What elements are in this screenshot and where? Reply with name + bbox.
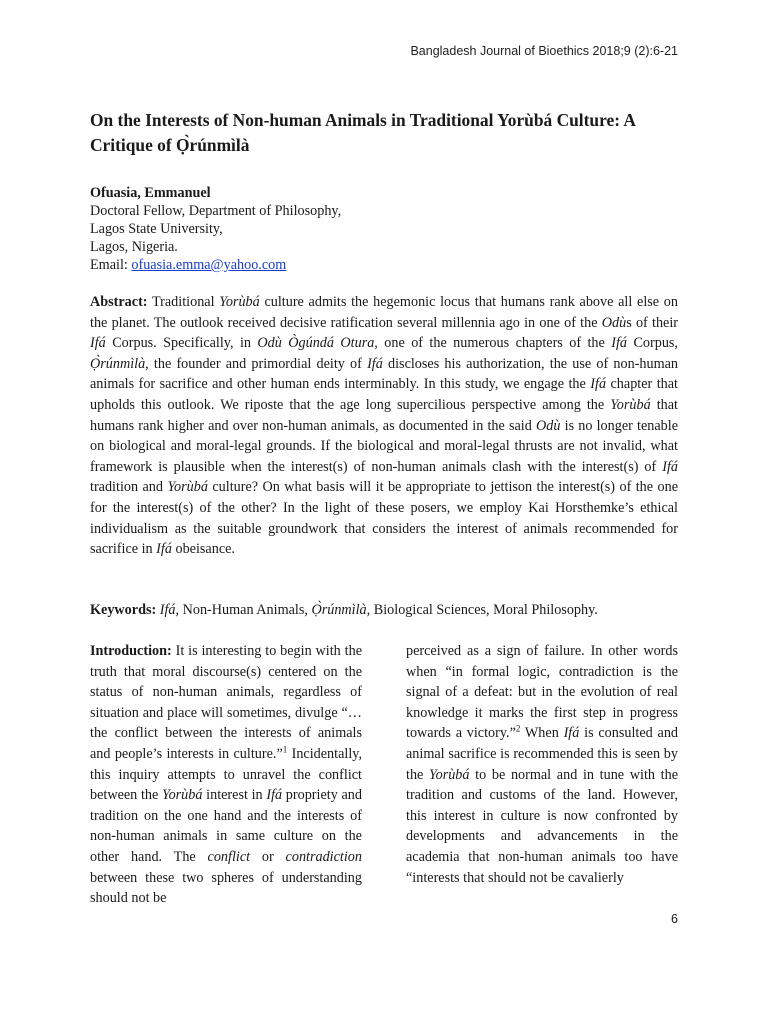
introduction-right-column — [406, 641, 678, 888]
keywords-text: , Biological Sciences, Moral Philosophy. — [366, 602, 598, 618]
author-name: Ofuasia, Emmanuel — [90, 185, 211, 201]
abstract-italic: Odù — [536, 417, 561, 434]
keywords-text: Non-Human Animals, — [179, 602, 312, 618]
page-number: 6 — [671, 912, 678, 926]
abstract-text: that humans rank higher and over non-human animals, as documented in the said — [90, 396, 678, 434]
abstract-text: Corpus. Specifically, in — [105, 335, 258, 352]
body-text: to be normal and in tune with the tradition and customs of the land. However, this interest in culture is now confronted by developments and advancements in the academia that non-human animals too have “interests that should not be cavalierly — [406, 766, 678, 886]
body-italic: Ifá — [563, 725, 580, 742]
journal-citation: Bangladesh Journal of Bioethics 2018;9 (2):6-21 — [410, 44, 678, 58]
abstract-italic: Odù Ògúndá Otura, — [257, 335, 378, 352]
affiliation-line: Doctoral Fellow, Department of Philosophy, — [90, 203, 342, 219]
abstract-italic: Ifá — [590, 376, 607, 393]
abstract-text: one of the numerous chapters of the — [377, 335, 612, 352]
email-link[interactable]: ofuasia.emma@yahoo.com — [131, 257, 287, 273]
email-line — [90, 256, 341, 274]
abstract-label: Abstract: — [90, 294, 148, 310]
keywords-italic: Ọ̀rúnmìlà — [311, 602, 367, 618]
abstract-text: s of their — [626, 314, 679, 331]
abstract-text: chapter that upholds this outlook. We riposte that the age long supercilious perspective among the — [90, 376, 678, 413]
affiliation-line: Lagos, Nigeria. — [90, 239, 178, 255]
abstract-italic: Ifá — [611, 335, 628, 352]
body-italic: Yorùbá — [161, 787, 203, 804]
footnote-ref[interactable]: 1 — [282, 744, 288, 755]
body-text: When — [520, 725, 564, 742]
abstract-text: Traditional — [147, 294, 220, 310]
abstract-text: Corpus, — [627, 335, 678, 352]
body-text: It is interesting to begin with the truth that moral discourse(s) centered on the status of non-human animals, regardless of situation and place will sometimes, divulge “…the conflict between the interests of animals and people’s interests in culture.” — [90, 643, 362, 762]
abstract-italic: Yorùbá — [610, 396, 651, 413]
affiliation-line: Lagos State University, — [90, 221, 223, 237]
abstract-italic: Ọ̀rúnmìlà, — [90, 355, 149, 372]
body-italic: Yorùbá — [429, 766, 470, 783]
body-text: is consulted and animal sacrifice is recommended this is seen by the — [406, 725, 679, 783]
abstract-text: tradition and — [90, 479, 168, 496]
body-italic: conflict — [207, 848, 251, 865]
abstract-italic: Odù — [601, 314, 627, 331]
abstract-italic: Yorùbá — [219, 294, 260, 310]
introduction-label: Introduction: — [90, 643, 172, 659]
abstract-italic: Yorùbá — [167, 479, 208, 496]
author-block — [90, 184, 341, 274]
keywords-label: Keywords: — [90, 602, 157, 618]
body-italic: contradiction — [285, 848, 362, 865]
abstract-text: is no longer tenable on biological and moral-legal grounds. If the biological and moral-legal thrusts are not invalid, what framework is plausible when the interest(s) of non-human animals clash with the interest(s) of — [90, 417, 678, 475]
introduction-left-column — [90, 641, 362, 909]
body-text: or — [250, 848, 286, 865]
abstract-text: culture? On what basis will it be appropriate to jettison the interest(s) of the one for the interest(s) of the other? In the light of these posers, we employ Kai Horsthemke’s ethical individualism as the suitable groundwork that considers the interest of animals recommended for sacrifice in — [90, 479, 678, 558]
body-text: perceived as a sign of failure. In other words when “in formal logic, contradiction is the signal of a defeat: but in the evolution of real knowledge it marks the first step in progress towards a victory.” — [406, 643, 678, 742]
keywords-italic: Ifá, — [159, 602, 180, 618]
body-text: propriety and tradition on the one hand and the interests of non-human animals in same culture on the other hand. The — [90, 787, 362, 865]
footnote-ref[interactable]: 2 — [515, 723, 521, 734]
body-italic: Ifá — [266, 787, 283, 804]
abstract-text: the founder and primordial deity of — [148, 355, 368, 372]
abstract — [90, 292, 678, 560]
abstract-italic: Ifá — [90, 335, 106, 352]
abstract-text: discloses his authorization, the use of non-human animals for sacrifice and other human ends interminably. In this study, we engage the — [90, 355, 678, 393]
abstract-italic: Ifá — [156, 541, 172, 558]
abstract-italic: Ifá — [367, 355, 383, 372]
body-text: interest in — [202, 787, 267, 804]
abstract-italic: Ifá — [662, 458, 678, 475]
keywords — [90, 600, 690, 620]
abstract-text: obeisance. — [171, 541, 235, 558]
email-label: Email: — [90, 257, 132, 273]
body-text: between these two spheres of understanding should not be — [90, 869, 362, 907]
paper-title: On the Interests of Non-human Animals in Traditional Yorùbá Culture: A Critique of Ọ̀rúnmìlà — [90, 110, 635, 155]
body-text: Incidentally, this inquiry attempts to unravel the conflict between the — [90, 745, 362, 804]
abstract-text: culture admits the hegemonic locus that humans rank above all else on the planet. The outlook received decisive ratification several millennia ago in one of the — [90, 294, 678, 331]
